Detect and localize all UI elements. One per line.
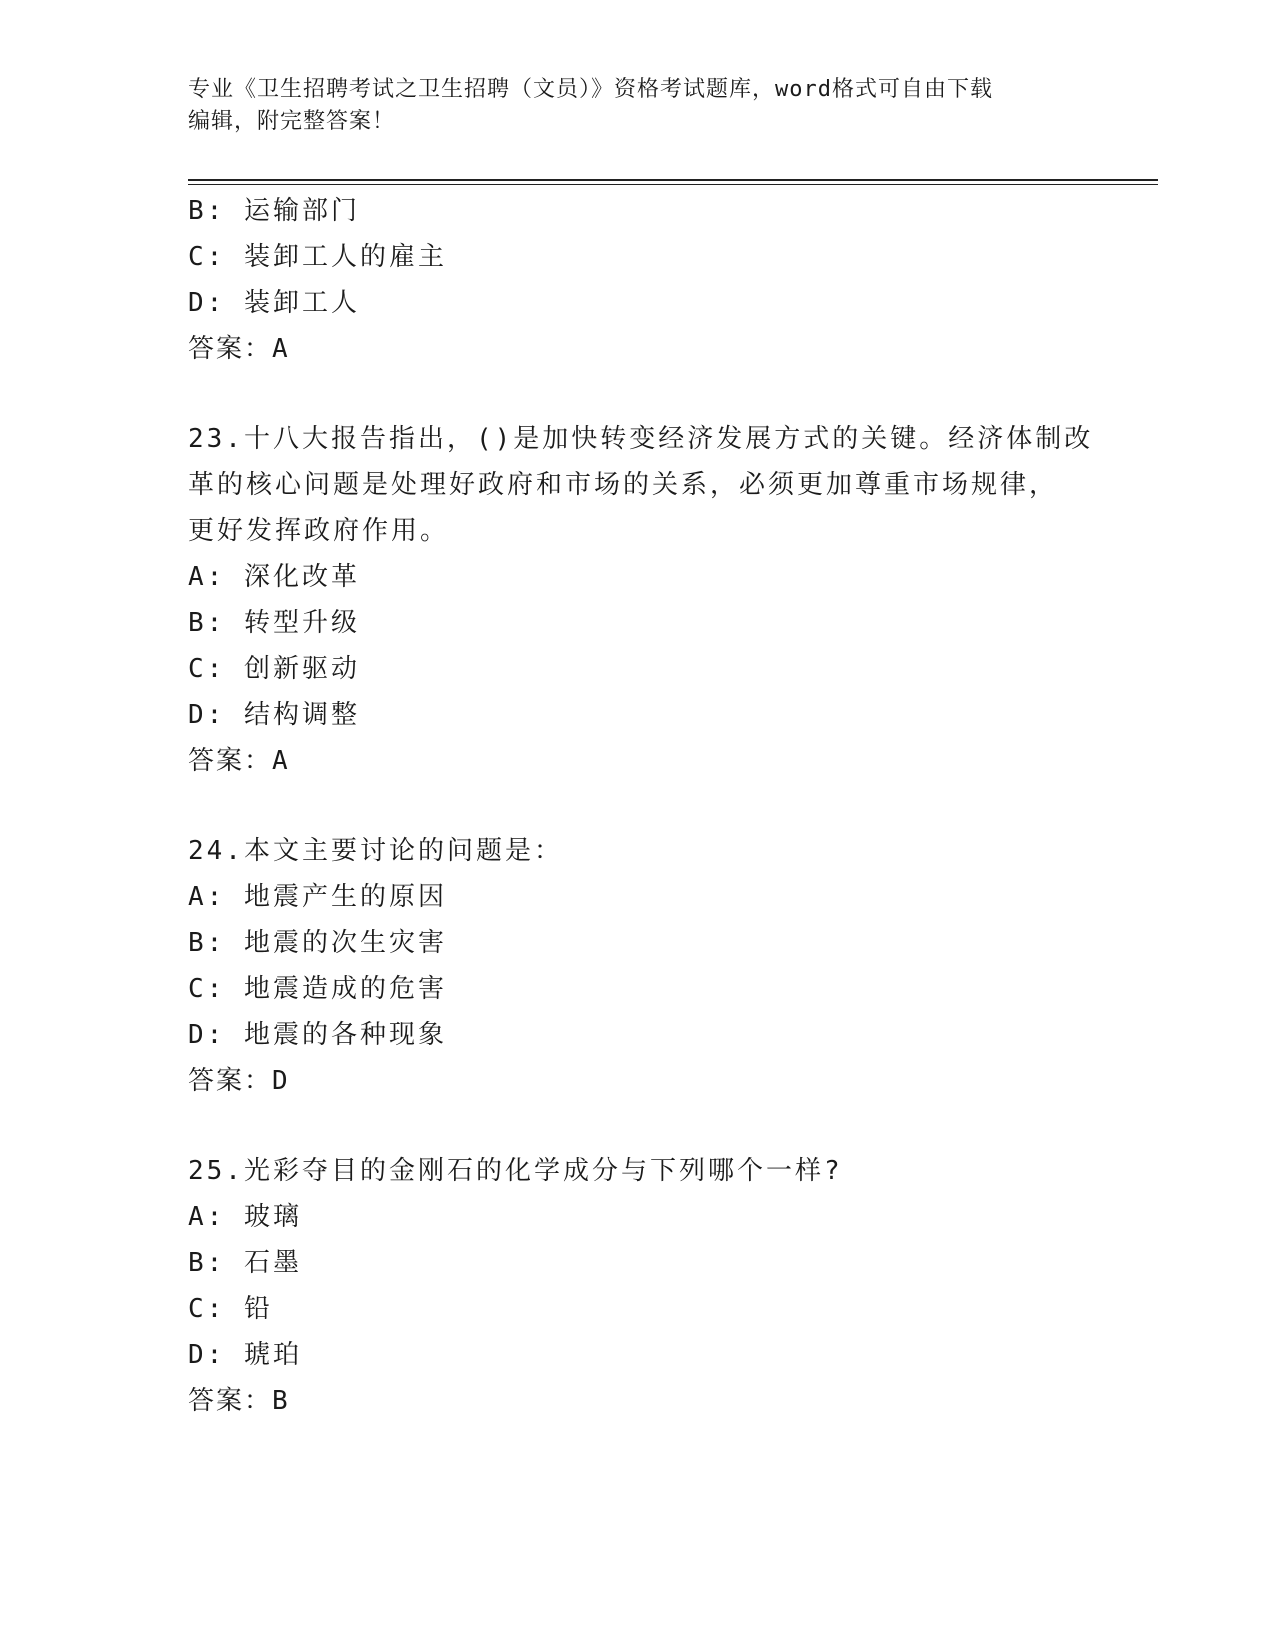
option-b (188, 600, 1088, 646)
answer-label: 答案： (188, 334, 273, 364)
answer-value: D (272, 1066, 291, 1096)
header-line-1: 专业《卫生招聘考试之卫生招聘（文员）》资格考试题库，word格式可自由下载 (188, 77, 993, 102)
option-text: 深化改革 (243, 562, 360, 592)
option-text: 创新驱动 (243, 654, 360, 684)
option-d (188, 1332, 1088, 1378)
answer-label: 答案： (188, 1386, 273, 1416)
option-text: 转型升级 (243, 608, 360, 638)
option-text: 运输部门 (243, 196, 360, 226)
option-c (188, 1286, 1088, 1332)
option-key: C: (188, 1294, 226, 1324)
option-key: C: (188, 974, 226, 1004)
header-divider-thick (188, 179, 1158, 181)
option-text: 石墨 (243, 1248, 302, 1278)
option-key: A: (188, 562, 226, 592)
option-key: D: (188, 700, 226, 730)
option-text: 琥珀 (243, 1340, 302, 1370)
option-key: C: (188, 242, 226, 272)
option-a (188, 874, 1088, 920)
option-b (188, 1240, 1088, 1286)
previous-question-tail (188, 188, 1088, 372)
option-text: 地震产生的原因 (243, 882, 447, 912)
answer-value: A (272, 746, 291, 776)
option-c (188, 646, 1088, 692)
question-23 (188, 416, 1094, 784)
answer-line (188, 1058, 1088, 1104)
option-text: 结构调整 (243, 700, 360, 730)
answer-value: B (272, 1386, 291, 1416)
question-list (188, 188, 1094, 1424)
option-text: 地震的次生灾害 (243, 928, 447, 958)
answer-line (188, 738, 1088, 784)
option-key: D: (188, 1020, 226, 1050)
option-key: A: (188, 882, 226, 912)
option-c (188, 966, 1088, 1012)
option-text: 铅 (243, 1294, 273, 1324)
option-text: 装卸工人的雇主 (243, 242, 447, 272)
header-line-2: 编辑，附完整答案！ (188, 109, 396, 134)
option-c (188, 234, 1088, 280)
option-key: B: (188, 608, 226, 638)
question-stem-line: 24.本文主要讨论的问题是： (188, 836, 563, 866)
option-d (188, 692, 1088, 738)
option-b (188, 188, 1088, 234)
question-stem-line: 23.十八大报告指出，()是加快转变经济发展方式的关键。经济体制改 (188, 424, 1094, 454)
answer-line (188, 326, 1088, 372)
option-key: B: (188, 928, 226, 958)
option-key: D: (188, 288, 226, 318)
option-text: 地震的各种现象 (243, 1020, 447, 1050)
option-text: 玻璃 (243, 1202, 302, 1232)
option-key: A: (188, 1202, 226, 1232)
question-stem-line: 革的核心问题是处理好政府和市场的关系，必须更加尊重市场规律， (188, 470, 1059, 500)
option-d (188, 280, 1088, 326)
option-key: C: (188, 654, 226, 684)
option-a (188, 1194, 1088, 1240)
answer-value: A (272, 334, 291, 364)
question-25 (188, 1148, 1088, 1424)
option-key: B: (188, 196, 226, 226)
option-text: 装卸工人 (243, 288, 360, 318)
option-a (188, 554, 1088, 600)
question-stem-line: 更好发挥政府作用。 (188, 516, 450, 546)
option-d (188, 1012, 1088, 1058)
option-key: B: (188, 1248, 226, 1278)
answer-label: 答案： (188, 1066, 273, 1096)
answer-label: 答案： (188, 746, 273, 776)
page-header (188, 74, 1068, 138)
option-text: 地震造成的危害 (243, 974, 447, 1004)
option-b (188, 920, 1088, 966)
question-24 (188, 828, 1088, 1104)
answer-line (188, 1378, 1088, 1424)
header-divider-thin (188, 184, 1158, 185)
question-stem-line: 25.光彩夺目的金刚石的化学成分与下列哪个一样? (188, 1156, 843, 1186)
option-key: D: (188, 1340, 226, 1370)
